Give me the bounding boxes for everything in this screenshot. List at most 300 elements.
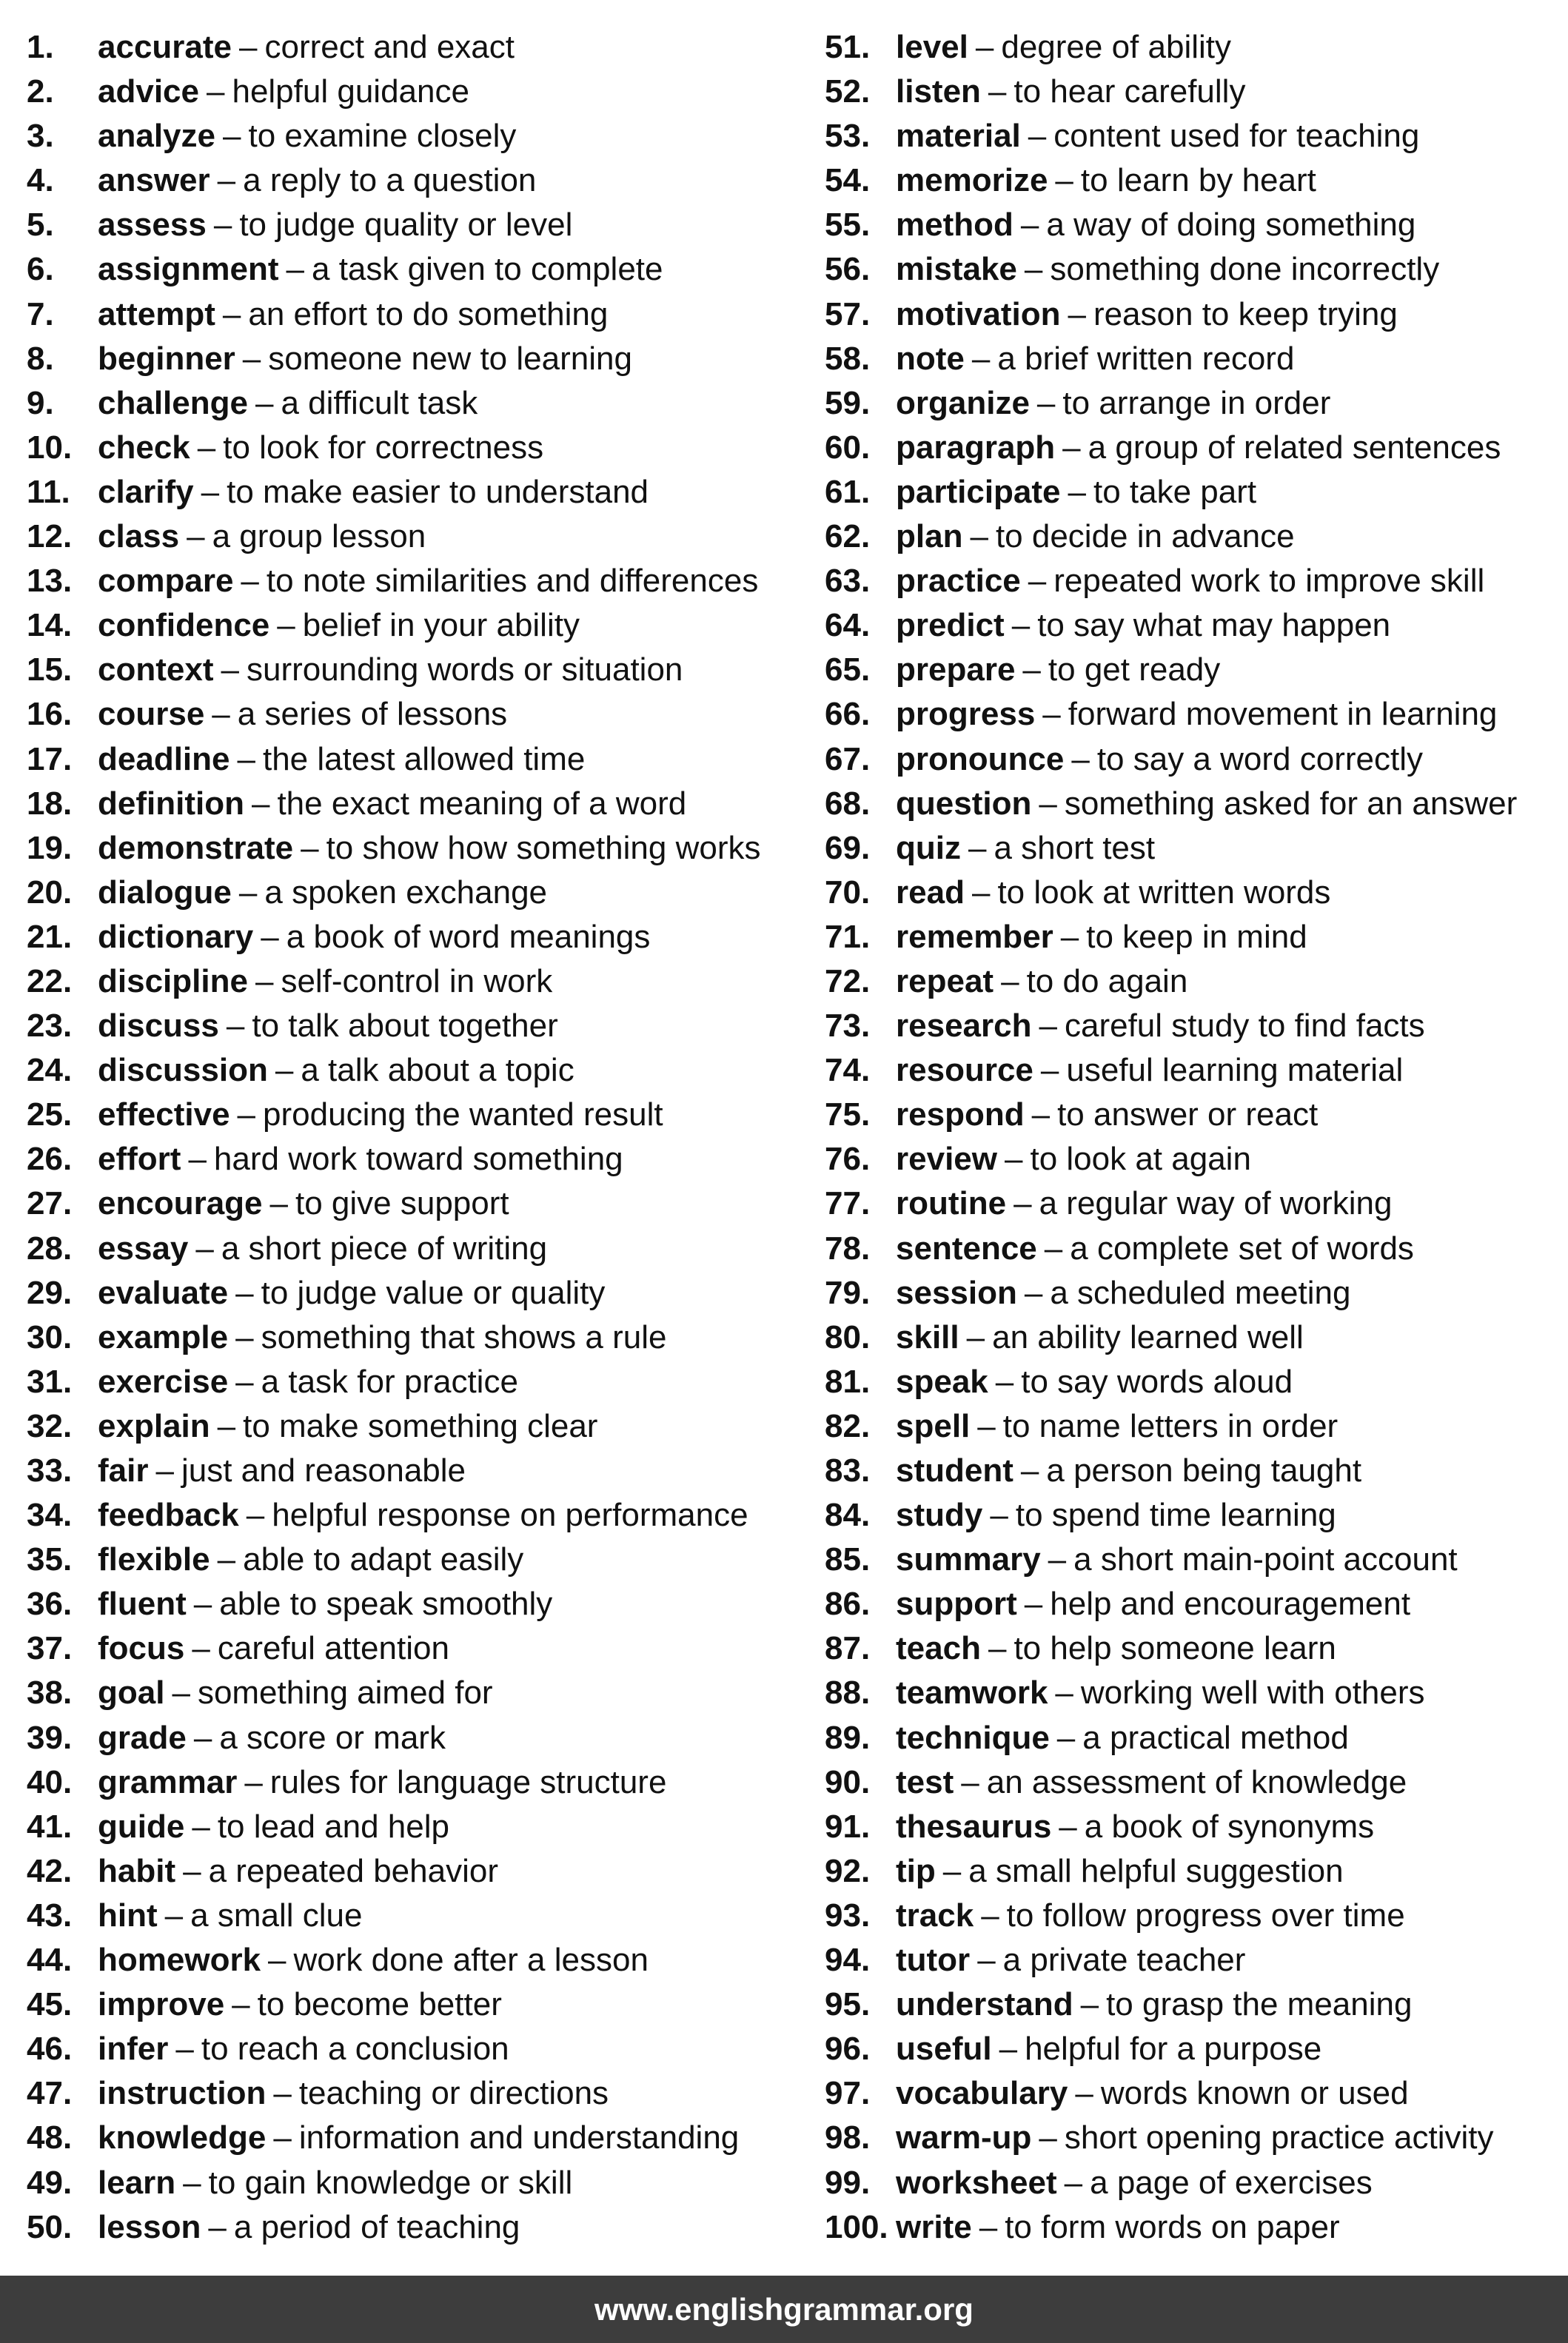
item-definition: a talk about a topic bbox=[301, 1052, 574, 1089]
item-separator: – bbox=[1036, 384, 1056, 421]
item-definition: helpful response on performance bbox=[272, 1497, 748, 1534]
item-term: summary bbox=[896, 1541, 1041, 1578]
item-definition: to name letters in order bbox=[1002, 1407, 1339, 1444]
item-separator: – bbox=[1068, 473, 1086, 510]
item-number: 37. bbox=[27, 1630, 73, 1667]
item-definition: to say a word correctly bbox=[1096, 740, 1423, 777]
item-definition: to make easier to understand bbox=[227, 473, 649, 510]
item-separator: – bbox=[221, 651, 239, 688]
item-separator: – bbox=[193, 1586, 212, 1623]
item-term: feedback bbox=[98, 1497, 239, 1534]
item-separator: – bbox=[971, 874, 991, 911]
item-separator: – bbox=[212, 696, 230, 733]
item-definition: useful learning material bbox=[1066, 1052, 1404, 1089]
item-separator: – bbox=[975, 29, 994, 65]
item-number: 49. bbox=[27, 2164, 73, 2201]
item-separator: – bbox=[183, 1852, 201, 1889]
item-term: learn bbox=[98, 2164, 176, 2201]
list-item bbox=[825, 1716, 1565, 1760]
list-item bbox=[27, 2027, 797, 2071]
list-item bbox=[27, 1716, 797, 1760]
item-definition: a small clue bbox=[190, 1897, 363, 1934]
item-term: remember bbox=[896, 918, 1053, 955]
item-definition: to spend time learning bbox=[1015, 1497, 1336, 1534]
item-number: 23. bbox=[27, 1008, 73, 1045]
item-definition: to answer or react bbox=[1057, 1096, 1319, 1133]
item-number: 54. bbox=[825, 162, 871, 199]
list-item bbox=[825, 826, 1565, 871]
item-term: thesaurus bbox=[896, 1808, 1052, 1845]
item-term: level bbox=[896, 29, 968, 65]
list-item bbox=[825, 1538, 1565, 1582]
item-number: 75. bbox=[825, 1096, 871, 1133]
item-number: 84. bbox=[825, 1497, 871, 1534]
item-definition: a complete set of words bbox=[1070, 1230, 1414, 1267]
item-term: fair bbox=[98, 1452, 149, 1489]
item-separator: – bbox=[275, 1052, 294, 1089]
item-definition: content used for teaching bbox=[1053, 118, 1420, 155]
item-term: effective bbox=[98, 1096, 230, 1133]
list-item bbox=[825, 514, 1565, 559]
list-item bbox=[825, 1805, 1565, 1849]
item-separator: – bbox=[277, 607, 295, 644]
item-separator: – bbox=[1020, 207, 1039, 244]
item-term: progress bbox=[896, 696, 1036, 733]
item-separator: – bbox=[206, 73, 225, 110]
item-separator: – bbox=[268, 1942, 287, 1979]
item-separator: – bbox=[1004, 1141, 1023, 1178]
item-term: exercise bbox=[98, 1363, 229, 1400]
item-definition: a regular way of working bbox=[1039, 1185, 1393, 1222]
item-number: 6. bbox=[27, 251, 54, 288]
item-separator: – bbox=[1031, 1096, 1051, 1133]
item-number: 31. bbox=[27, 1363, 73, 1400]
item-number: 60. bbox=[825, 429, 871, 466]
item-definition: to show how something works bbox=[326, 829, 761, 866]
item-term: grammar bbox=[98, 1763, 238, 1800]
item-definition: helpful guidance bbox=[232, 73, 469, 110]
item-term: listen bbox=[896, 73, 981, 110]
item-term: dictionary bbox=[98, 918, 254, 955]
item-definition: a short main-point account bbox=[1073, 1541, 1458, 1578]
list-item bbox=[825, 470, 1565, 514]
item-number: 41. bbox=[27, 1808, 73, 1845]
item-definition: to gain knowledge or skill bbox=[208, 2164, 573, 2201]
item-separator: – bbox=[235, 1274, 254, 1311]
item-separator: – bbox=[232, 1986, 250, 2023]
list-item bbox=[27, 1805, 797, 1849]
item-definition: hard work toward something bbox=[213, 1141, 623, 1178]
item-definition: working well with others bbox=[1080, 1675, 1425, 1712]
item-number: 51. bbox=[825, 29, 871, 65]
list-item bbox=[27, 292, 797, 337]
item-term: organize bbox=[896, 384, 1030, 421]
list-item bbox=[825, 1493, 1565, 1538]
item-separator: – bbox=[979, 2208, 998, 2245]
item-definition: just and reasonable bbox=[181, 1452, 466, 1489]
footer-url[interactable]: www.englishgrammar.org bbox=[594, 2291, 974, 2327]
list-item bbox=[27, 247, 797, 292]
item-term: participate bbox=[896, 473, 1061, 510]
list-item bbox=[27, 1671, 797, 1715]
item-separator: – bbox=[1024, 1274, 1043, 1311]
list-item bbox=[27, 959, 797, 1004]
list-item bbox=[27, 1538, 797, 1582]
item-definition: to look at written words bbox=[997, 874, 1331, 911]
item-definition: to get ready bbox=[1048, 651, 1221, 688]
item-term: essay bbox=[98, 1230, 189, 1267]
list-item bbox=[27, 1760, 797, 1805]
item-definition: a period of teaching bbox=[233, 2208, 520, 2245]
item-term: support bbox=[896, 1586, 1017, 1623]
item-number: 13. bbox=[27, 563, 73, 600]
item-term: mistake bbox=[896, 251, 1017, 288]
item-separator: – bbox=[244, 1763, 263, 1800]
item-definition: to give support bbox=[295, 1185, 509, 1222]
item-term: confidence bbox=[98, 607, 270, 644]
list-item bbox=[27, 1004, 797, 1048]
item-definition: a book of word meanings bbox=[286, 918, 651, 955]
item-separator: – bbox=[1024, 1586, 1043, 1623]
list-item bbox=[825, 1671, 1565, 1715]
list-item bbox=[27, 25, 797, 70]
item-term: tip bbox=[896, 1852, 936, 1889]
list-item bbox=[27, 70, 797, 114]
item-separator: – bbox=[261, 918, 279, 955]
list-item bbox=[27, 782, 797, 826]
list-item bbox=[27, 514, 797, 559]
item-term: goal bbox=[98, 1675, 165, 1712]
item-term: memorize bbox=[896, 162, 1048, 199]
item-separator: – bbox=[187, 518, 205, 555]
item-separator: – bbox=[999, 2031, 1018, 2068]
item-separator: – bbox=[1059, 1808, 1077, 1845]
item-term: compare bbox=[98, 563, 234, 600]
item-number: 64. bbox=[825, 607, 871, 644]
item-term: read bbox=[896, 874, 965, 911]
item-term: attempt bbox=[98, 295, 215, 332]
item-separator: – bbox=[968, 829, 987, 866]
item-term: note bbox=[896, 340, 965, 377]
item-term: fluent bbox=[98, 1586, 187, 1623]
item-term: track bbox=[896, 1897, 974, 1934]
item-definition: something that shows a rule bbox=[261, 1318, 667, 1355]
item-definition: the exact meaning of a word bbox=[277, 785, 687, 822]
item-definition: to become better bbox=[257, 1986, 502, 2023]
item-definition: to talk about together bbox=[252, 1008, 558, 1045]
list-item bbox=[27, 1449, 797, 1493]
item-term: teach bbox=[896, 1630, 981, 1667]
item-separator: – bbox=[273, 2119, 292, 2156]
item-definition: producing the wanted result bbox=[263, 1096, 663, 1133]
item-number: 99. bbox=[825, 2164, 871, 2201]
item-separator: – bbox=[238, 874, 258, 911]
item-term: method bbox=[896, 207, 1013, 244]
item-separator: – bbox=[1080, 1986, 1099, 2023]
item-term: beginner bbox=[98, 340, 235, 377]
item-separator: – bbox=[988, 73, 1007, 110]
item-definition: to grasp the meaning bbox=[1106, 1986, 1413, 2023]
item-separator: – bbox=[1040, 1052, 1059, 1089]
item-number: 56. bbox=[825, 251, 871, 288]
item-separator: – bbox=[1039, 1008, 1057, 1045]
item-definition: a series of lessons bbox=[237, 696, 508, 733]
item-number: 35. bbox=[27, 1541, 73, 1578]
item-definition: to examine closely bbox=[248, 118, 517, 155]
list-item bbox=[825, 1093, 1565, 1137]
item-term: flexible bbox=[98, 1541, 210, 1578]
item-definition: to judge value or quality bbox=[261, 1274, 606, 1311]
item-separator: – bbox=[1022, 651, 1041, 688]
list-item bbox=[27, 381, 797, 426]
item-separator: – bbox=[1028, 118, 1047, 155]
item-definition: surrounding words or situation bbox=[246, 651, 683, 688]
item-separator: – bbox=[192, 1808, 210, 1845]
item-term: focus bbox=[98, 1630, 185, 1667]
list-item bbox=[825, 1004, 1565, 1048]
list-item bbox=[27, 1048, 797, 1093]
item-definition: a page of exercises bbox=[1090, 2164, 1373, 2201]
item-term: encourage bbox=[98, 1185, 263, 1222]
item-number: 98. bbox=[825, 2119, 871, 2156]
item-term: check bbox=[98, 429, 190, 466]
item-number: 40. bbox=[27, 1763, 73, 1800]
item-number: 61. bbox=[825, 473, 871, 510]
item-definition: a way of doing something bbox=[1046, 207, 1416, 244]
item-separator: – bbox=[241, 563, 259, 600]
item-number: 12. bbox=[27, 518, 73, 555]
item-definition: to lead and help bbox=[217, 1808, 449, 1845]
item-term: assess bbox=[98, 207, 207, 244]
item-term: sentence bbox=[896, 1230, 1037, 1267]
item-separator: – bbox=[217, 1407, 236, 1444]
item-term: homework bbox=[98, 1942, 261, 1979]
item-number: 95. bbox=[825, 1986, 871, 2023]
item-number: 20. bbox=[27, 874, 73, 911]
item-separator: – bbox=[1064, 2164, 1083, 2201]
item-definition: careful attention bbox=[217, 1630, 449, 1667]
item-separator: – bbox=[193, 1719, 212, 1756]
item-separator: – bbox=[1028, 563, 1047, 600]
item-term: discussion bbox=[98, 1052, 268, 1089]
item-definition: someone new to learning bbox=[268, 340, 632, 377]
item-separator: – bbox=[1042, 696, 1061, 733]
item-number: 52. bbox=[825, 73, 871, 110]
list-item bbox=[27, 1181, 797, 1226]
item-separator: – bbox=[961, 1763, 979, 1800]
item-number: 67. bbox=[825, 740, 871, 777]
list-item bbox=[825, 1626, 1565, 1671]
item-definition: a task given to complete bbox=[312, 251, 663, 288]
item-number: 63. bbox=[825, 563, 871, 600]
item-definition: help and encouragement bbox=[1050, 1586, 1411, 1623]
list-item bbox=[27, 826, 797, 871]
item-definition: belief in your ability bbox=[302, 607, 580, 644]
item-definition: repeated work to improve skill bbox=[1053, 563, 1485, 600]
item-definition: words known or used bbox=[1100, 2075, 1409, 2112]
item-number: 83. bbox=[825, 1452, 871, 1489]
item-number: 18. bbox=[27, 785, 73, 822]
item-number: 39. bbox=[27, 1719, 73, 1756]
item-definition: correct and exact bbox=[264, 29, 515, 65]
list-item bbox=[27, 426, 797, 470]
item-definition: a short piece of writing bbox=[221, 1230, 548, 1267]
item-number: 10. bbox=[27, 429, 73, 466]
list-item bbox=[27, 1849, 797, 1894]
item-term: quiz bbox=[896, 829, 961, 866]
item-definition: forward movement in learning bbox=[1068, 696, 1498, 733]
item-separator: – bbox=[1039, 785, 1057, 822]
item-term: material bbox=[896, 118, 1021, 155]
item-separator: – bbox=[172, 1675, 190, 1712]
item-definition: degree of ability bbox=[1001, 29, 1232, 65]
list-item bbox=[27, 1360, 797, 1404]
item-term: discuss bbox=[98, 1008, 219, 1045]
item-number: 48. bbox=[27, 2119, 73, 2156]
vocabulary-column-left bbox=[27, 25, 797, 2250]
item-definition: to note similarities and differences bbox=[266, 563, 759, 600]
item-separator: – bbox=[1075, 2075, 1093, 2112]
item-separator: – bbox=[217, 1541, 236, 1578]
item-definition: a repeated behavior bbox=[208, 1852, 498, 1889]
item-definition: a small helpful suggestion bbox=[968, 1852, 1344, 1889]
item-separator: – bbox=[1055, 162, 1073, 199]
item-number: 11. bbox=[27, 473, 70, 510]
item-term: repeat bbox=[896, 962, 994, 999]
item-number: 62. bbox=[825, 518, 871, 555]
item-term: technique bbox=[896, 1719, 1050, 1756]
list-item bbox=[27, 1315, 797, 1360]
item-number: 91. bbox=[825, 1808, 871, 1845]
item-number: 17. bbox=[27, 740, 73, 777]
list-item bbox=[27, 2205, 797, 2250]
footer-bar bbox=[0, 2276, 1568, 2343]
item-separator: – bbox=[966, 1318, 985, 1355]
item-definition: to reach a conclusion bbox=[201, 2031, 509, 2068]
item-number: 5. bbox=[27, 207, 54, 244]
item-term: plan bbox=[896, 518, 963, 555]
item-number: 47. bbox=[27, 2075, 73, 2112]
item-term: useful bbox=[896, 2031, 992, 2068]
item-number: 77. bbox=[825, 1185, 871, 1222]
item-definition: rules for language structure bbox=[269, 1763, 667, 1800]
item-definition: a short test bbox=[994, 829, 1156, 866]
item-term: speak bbox=[896, 1363, 988, 1400]
item-number: 90. bbox=[825, 1763, 871, 1800]
item-number: 92. bbox=[825, 1852, 871, 1889]
item-number: 68. bbox=[825, 785, 871, 822]
item-definition: to say words aloud bbox=[1021, 1363, 1293, 1400]
item-number: 43. bbox=[27, 1897, 73, 1934]
item-definition: able to adapt easily bbox=[243, 1541, 524, 1578]
item-number: 89. bbox=[825, 1719, 871, 1756]
item-separator: – bbox=[990, 1497, 1008, 1534]
list-item bbox=[825, 2205, 1565, 2250]
item-number: 7. bbox=[27, 295, 54, 332]
list-item bbox=[27, 871, 797, 915]
item-number: 69. bbox=[825, 829, 871, 866]
item-separator: – bbox=[977, 1407, 996, 1444]
item-definition: to help someone learn bbox=[1013, 1630, 1336, 1667]
item-number: 32. bbox=[27, 1407, 73, 1444]
item-separator: – bbox=[988, 1630, 1007, 1667]
item-separator: – bbox=[217, 162, 236, 199]
list-item bbox=[825, 426, 1565, 470]
item-number: 36. bbox=[27, 1586, 73, 1623]
item-number: 96. bbox=[825, 2031, 871, 2068]
item-term: hint bbox=[98, 1897, 158, 1934]
item-number: 71. bbox=[825, 918, 871, 955]
item-term: clarify bbox=[98, 473, 194, 510]
item-separator: – bbox=[195, 1230, 214, 1267]
item-separator: – bbox=[269, 1185, 288, 1222]
item-number: 45. bbox=[27, 1986, 73, 2023]
item-definition: to say what may happen bbox=[1037, 607, 1391, 644]
item-term: respond bbox=[896, 1096, 1025, 1133]
item-separator: – bbox=[255, 384, 274, 421]
list-item bbox=[825, 959, 1565, 1004]
list-item bbox=[825, 648, 1565, 692]
item-definition: work done after a lesson bbox=[293, 1942, 649, 1979]
item-term: instruction bbox=[98, 2075, 267, 2112]
item-number: 42. bbox=[27, 1852, 73, 1889]
item-number: 81. bbox=[825, 1363, 871, 1400]
item-number: 100. bbox=[825, 2208, 888, 2245]
item-definition: a private teacher bbox=[1002, 1942, 1246, 1979]
item-definition: to form words on paper bbox=[1005, 2208, 1340, 2245]
list-item bbox=[27, 1582, 797, 1626]
item-number: 9. bbox=[27, 384, 54, 421]
item-separator: – bbox=[1060, 918, 1079, 955]
item-number: 73. bbox=[825, 1008, 871, 1045]
item-separator: – bbox=[255, 962, 274, 999]
list-item bbox=[27, 1404, 797, 1449]
item-definition: an ability learned well bbox=[992, 1318, 1304, 1355]
item-term: evaluate bbox=[98, 1274, 229, 1311]
list-item bbox=[825, 871, 1565, 915]
item-term: effort bbox=[98, 1141, 181, 1178]
item-term: assignment bbox=[98, 251, 279, 288]
list-item bbox=[27, 114, 797, 158]
list-item bbox=[27, 1493, 797, 1538]
item-definition: the latest allowed time bbox=[262, 740, 586, 777]
list-item bbox=[27, 203, 797, 247]
list-item bbox=[27, 915, 797, 959]
list-item bbox=[825, 70, 1565, 114]
item-term: test bbox=[896, 1763, 954, 1800]
list-item bbox=[825, 2071, 1565, 2116]
list-item bbox=[27, 648, 797, 692]
item-number: 93. bbox=[825, 1897, 871, 1934]
item-term: context bbox=[98, 651, 214, 688]
item-separator: – bbox=[981, 1897, 999, 1934]
item-definition: a task for practice bbox=[261, 1363, 518, 1400]
list-item bbox=[825, 1894, 1565, 1938]
item-number: 38. bbox=[27, 1675, 73, 1712]
item-number: 76. bbox=[825, 1141, 871, 1178]
item-separator: – bbox=[1039, 2119, 1057, 2156]
item-number: 44. bbox=[27, 1942, 73, 1979]
item-number: 57. bbox=[825, 295, 871, 332]
item-definition: to hear carefully bbox=[1013, 73, 1246, 110]
item-definition: something aimed for bbox=[197, 1675, 493, 1712]
item-number: 72. bbox=[825, 962, 871, 999]
item-term: example bbox=[98, 1318, 229, 1355]
item-definition: a book of synonyms bbox=[1084, 1808, 1375, 1845]
item-term: answer bbox=[98, 162, 210, 199]
item-separator: – bbox=[164, 1897, 184, 1934]
item-number: 97. bbox=[825, 2075, 871, 2112]
